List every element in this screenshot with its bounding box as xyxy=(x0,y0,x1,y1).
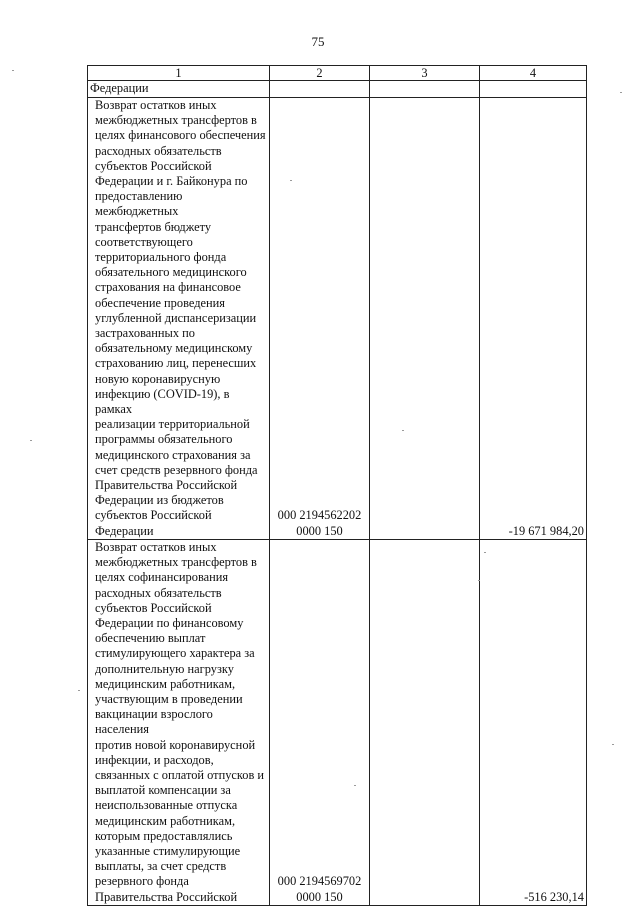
page-number: 75 xyxy=(311,34,325,49)
scan-speck xyxy=(612,744,614,745)
header-col-3: 3 xyxy=(370,66,480,81)
table-row-continuation xyxy=(88,81,587,98)
scan-speck xyxy=(12,70,14,71)
row-amount xyxy=(480,81,587,98)
scan-speck xyxy=(30,440,32,441)
row-name xyxy=(88,98,270,540)
scan-speck xyxy=(290,180,292,181)
row-name-text: Возврат остатков иных межбюджетных трансфертов в целях финансового обеспечения расходных обязательств субъектов Российской Федерации и г. Байконура по предоставлению межбюджетных трансфертов бюджету соответствующего территориального фонда обязательного медицинского страхования на финансовое обеспечение проведения углубленной диспансеризации застрахованных по обязательному медицинскому страхованию лиц, перенесших новую коронавирусную инфекцию (COVID-19), в рамках реализации территориальной программы обязательного медицинского страхования за счет средств резервного фонда Правительства Российской Федерации из бюджетов субъектов Российской Федерации xyxy=(95,98,266,538)
row-name: Федерации xyxy=(88,81,270,98)
row-col3 xyxy=(370,81,480,98)
header-col-2: 2 xyxy=(270,66,370,81)
table-row xyxy=(88,98,587,540)
budget-table xyxy=(87,65,587,906)
row-code: 000 2194562202 0000 150 xyxy=(270,98,370,540)
row-amount: -516 230,14 xyxy=(480,539,587,905)
scan-speck xyxy=(354,785,356,786)
row-name-text: Возврат остатков иных межбюджетных трансфертов в целях софинансирования расходных обязательств субъектов Российской Федерации по финансовому обеспечению выплат стимулирующего характера за дополнительную нагрузку медицинским работникам, участвующим в проведении вакцинации взрослого населения против новой коронавирусной инфекции, и расходов, связанных с оплатой отпусков и выплатой компенсации за неиспользованные отпуска медицинским работникам, которым предоставлялись указанные стимулирующие выплаты, за счет средств резервного фонда Правительства Российской xyxy=(95,539,265,904)
scan-speck xyxy=(78,690,80,691)
row-col3 xyxy=(370,539,480,905)
row-amount: -19 671 984,20 xyxy=(480,98,587,540)
row-code: 000 2194569702 0000 150 xyxy=(270,539,370,905)
scan-speck xyxy=(478,580,480,581)
table-row xyxy=(88,539,587,905)
row-col3 xyxy=(370,98,480,540)
scan-speck xyxy=(402,430,404,431)
header-col-1: 1 xyxy=(88,66,270,81)
scan-speck xyxy=(484,552,486,553)
scan-speck xyxy=(620,92,622,93)
row-name xyxy=(88,539,270,905)
row-code xyxy=(270,81,370,98)
table-header-row xyxy=(88,66,587,81)
header-col-4: 4 xyxy=(480,66,587,81)
